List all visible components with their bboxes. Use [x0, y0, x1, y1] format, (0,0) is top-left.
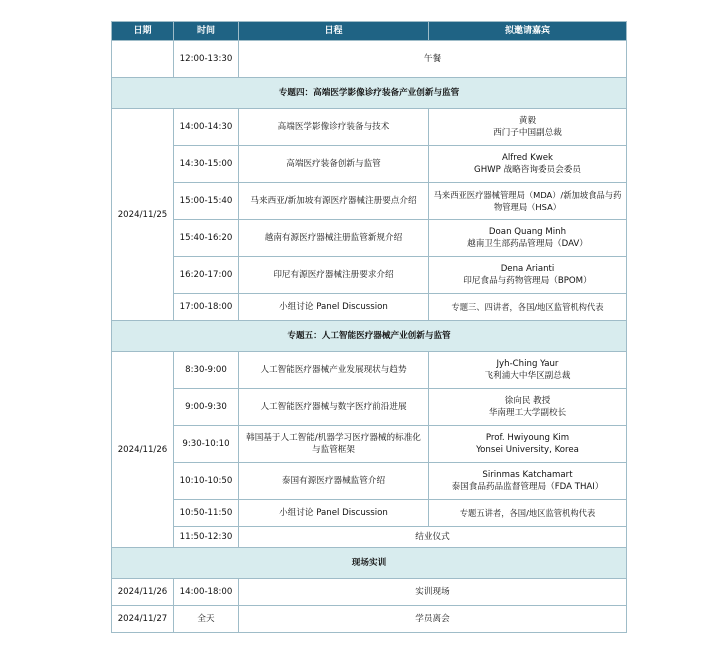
guest-cell: [429, 109, 627, 146]
guest-cell: [429, 426, 627, 463]
header-row: [112, 22, 627, 41]
time-cell: 全天: [174, 606, 239, 633]
table-row: [112, 426, 627, 463]
date-cell: 2024/11/27: [112, 606, 174, 633]
agenda-cell: 人工智能医疗器械与数字医疗前沿进展: [239, 389, 429, 426]
time-cell: 10:50-11:50: [174, 500, 239, 527]
table-row: [112, 389, 627, 426]
agenda-cell: 印尼有源医疗器械注册要求介绍: [239, 257, 429, 294]
table-row: [112, 220, 627, 257]
time-cell: 8:30-9:00: [174, 352, 239, 389]
table-row: [112, 352, 627, 389]
guest-title: 泰国食品药品监督管理局（FDA THAI）: [451, 482, 604, 492]
guest-cell: [429, 183, 627, 220]
table-row: [112, 294, 627, 321]
table-row: [112, 41, 627, 78]
section-row: [112, 321, 627, 352]
guest-name: Prof. Hwiyoung Kim: [485, 433, 570, 443]
header-guest: 拟邀请嘉宾: [429, 22, 627, 41]
guest-cell: [429, 389, 627, 426]
guest-name: 徐向民 教授: [504, 396, 551, 406]
guest-title: 西门子中国副总裁: [493, 128, 562, 138]
table-row: [112, 109, 627, 146]
guest-title: Yonsei University, Korea: [476, 445, 579, 455]
agenda-cell: 小组讨论 Panel Discussion: [239, 500, 429, 527]
guest-title: 飞利浦大中华区副总裁: [484, 371, 571, 381]
guest-cell: [429, 146, 627, 183]
closing-cell: 结业仪式: [239, 527, 627, 548]
time-cell: 10:10-10:50: [174, 463, 239, 500]
agenda-cell: 泰国有源医疗器械监管介绍: [239, 463, 429, 500]
agenda-cell: 马来西亚/新加坡有源医疗器械注册要点介绍: [239, 183, 429, 220]
guest-title: 华南理工大学副校长: [488, 408, 567, 418]
time-cell: 11:50-12:30: [174, 527, 239, 548]
time-cell: 14:00-14:30: [174, 109, 239, 146]
field-cell: 实训现场: [239, 579, 627, 606]
agenda-cell: 韩国基于人工智能/机器学习医疗器械的标准化与监管框架: [239, 426, 429, 463]
guest-name: 黄毅: [518, 116, 537, 126]
guest-name: 马来西亚医疗器械管理局（MDA）/新加坡食品与药物管理局（HSA）: [433, 190, 622, 212]
section-row: [112, 548, 627, 579]
table-row: [112, 606, 627, 633]
table-row: [112, 463, 627, 500]
section-title-field: 现场实训: [112, 548, 627, 579]
agenda-cell: 高端医学影像诊疗装备与技术: [239, 109, 429, 146]
field-cell: 学员离会: [239, 606, 627, 633]
table-row: [112, 579, 627, 606]
time-cell: 14:00-18:00: [174, 579, 239, 606]
guest-cell: 专题三、四讲者，各国/地区监管机构代表: [429, 294, 627, 321]
guest-title: 印尼食品与药物管理局（BPOM）: [463, 276, 592, 286]
section-title-topic5: 专题五：人工智能医疗器械产业创新与监管: [112, 321, 627, 352]
agenda-cell: 人工智能医疗器械产业发展现状与趋势: [239, 352, 429, 389]
time-cell: 9:30-10:10: [174, 426, 239, 463]
schedule-table: [111, 21, 627, 633]
guest-name: Sirinmas Katchamart: [482, 470, 573, 480]
header-time: 时间: [174, 22, 239, 41]
section-title-topic4: 专题四：高端医学影像诊疗装备产业创新与监管: [112, 78, 627, 109]
guest-cell: [429, 352, 627, 389]
guest-cell: 专题五讲者，各国/地区监管机构代表: [429, 500, 627, 527]
section-row: [112, 78, 627, 109]
agenda-cell: 越南有源医疗器械注册监管新规介绍: [239, 220, 429, 257]
time-cell: 16:20-17:00: [174, 257, 239, 294]
date-cell: 2024/11/25: [112, 109, 174, 321]
guest-name: Jyh-Ching Yaur: [496, 359, 559, 369]
table-row: [112, 257, 627, 294]
time-cell: 15:00-15:40: [174, 183, 239, 220]
time-cell: 17:00-18:00: [174, 294, 239, 321]
table-row: [112, 146, 627, 183]
guest-name: Dena Arianti: [500, 264, 555, 274]
guest-name: Doan Quang Minh: [488, 227, 567, 237]
time-cell: 9:00-9:30: [174, 389, 239, 426]
time-cell: 12:00-13:30: [174, 41, 239, 78]
guest-cell: [429, 220, 627, 257]
guest-cell: [429, 463, 627, 500]
date-cell: 2024/11/26: [112, 352, 174, 548]
guest-title: GHWP 战略咨询委员会委员: [474, 165, 581, 175]
header-date: 日期: [112, 22, 174, 41]
table-row: [112, 183, 627, 220]
guest-cell: [429, 257, 627, 294]
time-cell: 14:30-15:00: [174, 146, 239, 183]
table-row: [112, 500, 627, 527]
agenda-cell: 小组讨论 Panel Discussion: [239, 294, 429, 321]
table-row: [112, 527, 627, 548]
lunch-cell: 午餐: [239, 41, 627, 78]
time-cell: 15:40-16:20: [174, 220, 239, 257]
guest-title: 越南卫生部药品管理局（DAV）: [467, 239, 588, 249]
guest-name: Alfred Kwek: [501, 153, 554, 163]
date-cell: [112, 41, 174, 78]
date-cell: 2024/11/26: [112, 579, 174, 606]
agenda-cell: 高端医疗装备创新与监管: [239, 146, 429, 183]
header-agenda: 日程: [239, 22, 429, 41]
